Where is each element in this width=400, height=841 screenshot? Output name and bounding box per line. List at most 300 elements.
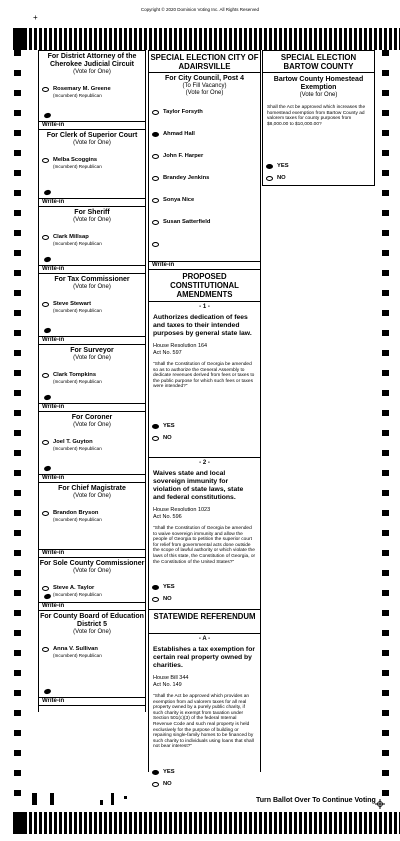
candidate-info [53,585,102,597]
write-in-label: Write-in [39,474,145,482]
timing-mark [79,812,82,834]
timing-mark [349,812,352,834]
timing-mark [94,812,97,834]
timing-mark [394,812,397,834]
timing-mark [79,28,82,50]
side-mark [14,570,21,576]
timing-mark [84,812,87,834]
act-number: Act No. 149 [153,682,182,688]
side-mark [14,410,21,416]
vote-oval[interactable] [42,158,49,163]
question-text: "Shall the Constitution of Georgia be amended to waive sovereign immunity and allow the people of Georgia to petition the superior court for relief from governmental acts done outside the scope of lawful authority or which violate the laws of this state, the Constitution of Georgia, or the Constitution of the United States?" [153,526,256,565]
timing-mark [364,812,367,834]
write-in-oval[interactable] [43,394,51,401]
timing-mark [199,28,202,50]
timing-mark [389,812,392,834]
question-text: Shall the Act be approved which increases the homestead exemption from Bartow County ad valorem taxes for county purposes from $8,000.00 to $10,000.00? [267,105,366,127]
side-mark [14,690,21,696]
candidate-option[interactable] [39,157,145,169]
timing-mark [119,28,122,50]
vote-oval[interactable] [152,436,159,441]
race [39,207,145,274]
side-mark [14,710,21,716]
county-election-header: SPECIAL ELECTION BARTOW COUNTY [263,51,374,73]
race [39,483,145,558]
candidate-option[interactable] [39,585,145,597]
timing-mark [74,812,77,834]
timing-mark [44,812,47,834]
timing-mark [219,28,222,50]
timing-mark [189,812,192,834]
race-title: For County Board of Education District 5 [40,613,144,628]
write-in-label: Write-in [39,549,145,557]
timing-mark [124,28,127,50]
candidate-option[interactable] [39,439,145,451]
timing-mark [259,28,262,50]
question-title: Bartow County Homestead Exemption [273,76,364,91]
timing-mark [349,28,352,50]
timing-mark [269,812,272,834]
candidate-option[interactable] [149,233,260,255]
timing-mark [374,28,377,50]
write-in-label: Write-in [39,403,145,411]
timing-mark [54,28,57,50]
timing-mark [384,28,387,50]
side-mark [14,210,21,216]
timing-mark [234,28,237,50]
timing-mark [139,812,142,834]
candidate-info [53,372,102,384]
vote-oval[interactable] [152,597,159,602]
race [39,412,145,483]
vote-oval[interactable] [152,154,159,159]
timing-mark [59,28,62,50]
vote-oval[interactable] [152,198,159,203]
side-mark [14,490,21,496]
side-mark [382,270,389,276]
vote-oval[interactable] [42,511,49,516]
timing-mark [159,28,162,50]
referendum-header: STATEWIDE REFERENDUM [149,610,260,634]
timing-mark [284,812,287,834]
vote-for-one: (Vote for One) [73,140,111,146]
timing-mark [329,28,332,50]
timing-mark [99,812,102,834]
write-in-label: Write-in [39,121,145,129]
candidate-option[interactable] [149,211,260,233]
timing-mark [254,28,257,50]
candidate-name: Sonya Nice [163,196,195,203]
side-mark [14,310,21,316]
candidate-option[interactable] [39,510,145,522]
timing-mark [309,812,312,834]
candidate-party: (Incumbent) Republican [53,163,102,169]
write-in-label: Write-in [39,336,145,344]
timing-mark [44,28,47,50]
side-mark [382,310,389,316]
side-mark [382,730,389,736]
side-mark [382,490,389,496]
candidate-option[interactable] [149,189,260,211]
vote-oval[interactable] [152,242,159,247]
vote-oval[interactable] [152,176,159,181]
timing-mark [334,812,337,834]
vote-oval[interactable] [266,164,273,169]
timing-mark [299,812,302,834]
side-mark [382,70,389,76]
timing-mark [294,812,297,834]
race-title: For Coroner [71,414,113,421]
timing-mark [344,812,347,834]
candidate-info [53,157,102,169]
timing-mark [229,812,232,834]
option-yes[interactable] [263,163,289,170]
timing-mark [154,812,157,834]
candidate-party: (Incumbent) Republican [53,652,102,658]
timing-mark [13,812,27,834]
write-in-oval[interactable] [43,189,51,196]
resolution-number: House Resolution 164 [153,343,208,349]
candidate-name: Taylor Forsyth [163,108,203,115]
side-mark [14,370,21,376]
race-title: For District Attorney of the Cherokee Judicial Circuit [47,53,137,68]
timing-mark [344,28,347,50]
timing-mark [129,28,132,50]
candidate-option[interactable] [39,372,145,384]
side-mark [382,390,389,396]
timing-mark [264,28,267,50]
side-mark [382,550,389,556]
timing-mark [89,28,92,50]
timing-mark [54,812,57,834]
candidate-party: (Incumbent) Republican [53,307,102,313]
candidate-option[interactable] [39,234,145,246]
candidate-option[interactable] [39,86,145,98]
side-mark [382,750,389,756]
bill-number: House Bill 344 [153,675,189,681]
side-mark [382,610,389,616]
vote-oval[interactable] [42,586,49,591]
candidate-name: Susan Satterfield [163,218,211,225]
side-mark [14,90,21,96]
timing-mark [174,812,177,834]
timing-mark [339,812,342,834]
timing-mark [174,28,177,50]
timing-mark [204,28,207,50]
timing-mark [129,812,132,834]
side-mark [382,50,389,56]
option-yes[interactable] [149,423,175,430]
timing-mark [379,812,382,834]
registration-mark: + [33,13,38,22]
side-mark [382,630,389,636]
column-county-special-election [262,50,375,186]
timing-marks-bottom [13,812,383,834]
timing-mark [104,812,107,834]
race-title: For Sole County Commissioner [39,560,145,567]
side-mark [14,670,21,676]
candidate-info [53,301,102,313]
timing-mark [244,812,247,834]
timing-mark [239,812,242,834]
resolution-number: House Resolution 1023 [153,507,211,513]
timing-mark [64,812,67,834]
candidate-name: Rosemary M. Greene [53,86,111,92]
timing-mark [69,28,72,50]
timing-mark [309,28,312,50]
question-text: "Shall the Act be approved which provides an exemption from ad valorem taxes for all real property owned by a purely public charity, if such charity is exempt from taxation under Section 501(c)(3) of the federal Internal Revenue Code and such real property is held exclusively for the purpose of building or repairing single-family homes to be financed by such charity to individuals using loans that shall not bear interest?" [153,694,254,750]
timing-mark [94,28,97,50]
side-mark [14,430,21,436]
side-mark [382,210,389,216]
timing-mark [34,28,37,50]
vote-oval[interactable] [42,440,49,445]
side-mark [382,170,389,176]
candidate-name: Steve Stewart [53,301,92,307]
timing-mark [239,28,242,50]
side-mark [382,590,389,596]
crosshair-icon [375,799,385,809]
candidate-info [53,86,111,98]
vote-oval[interactable] [42,302,49,307]
timing-mark [39,812,42,834]
timing-mark [144,28,147,50]
race-title: For City Council, Post 4 [165,75,244,82]
column-county-races [38,50,146,712]
side-marks-right [382,50,389,810]
vote-oval[interactable] [152,132,159,137]
timing-mark [29,812,32,834]
side-mark [382,570,389,576]
timing-mark [179,812,182,834]
candidate-info [53,510,102,522]
option-no[interactable] [149,781,172,788]
vote-oval[interactable] [42,87,49,92]
side-mark [382,150,389,156]
candidate-name: Melba Scoggins [53,157,98,163]
side-mark [14,450,21,456]
side-mark [382,330,389,336]
timing-mark [169,812,172,834]
candidate-option[interactable] [39,301,145,313]
vote-for-one: (Vote for One) [73,493,111,499]
question-reference [149,340,260,360]
race [39,274,145,345]
side-mark [14,790,21,796]
vote-oval[interactable] [42,235,49,240]
candidate-info [53,439,102,451]
option-label: YES [163,423,175,429]
side-mark [14,250,21,256]
option-label: YES [163,769,175,775]
timing-mark [194,812,197,834]
race [39,611,145,706]
timing-mark [274,812,277,834]
candidate-list [149,101,260,255]
race-title: For Clerk of Superior Court [46,132,138,139]
side-mark [14,630,21,636]
write-in-label: Write-in [39,265,145,273]
side-mark [382,790,389,796]
timing-mark [254,812,257,834]
write-in-oval[interactable] [43,688,51,695]
side-mark [382,710,389,716]
timing-mark [274,28,277,50]
candidate-option[interactable] [149,101,260,123]
write-in-oval[interactable] [43,327,51,334]
side-mark [382,190,389,196]
timing-mark [184,28,187,50]
vote-oval[interactable] [152,585,159,590]
timing-mark [279,812,282,834]
option-no[interactable] [149,435,172,442]
candidate-party: (Incumbent) Republican [53,240,102,246]
question-number: - A - [198,636,211,642]
side-mark [14,510,21,516]
timing-mark [229,28,232,50]
timing-mark [284,28,287,50]
timing-mark [269,28,272,50]
timing-mark [99,28,102,50]
side-mark [14,530,21,536]
timing-mark [184,812,187,834]
timing-mark [384,812,387,834]
side-mark [14,50,21,56]
timing-mark [354,812,357,834]
side-mark [382,110,389,116]
timing-mark [219,812,222,834]
candidate-party: (Incumbent) Republican [53,378,102,384]
question-1 [149,302,260,458]
candidate-option[interactable] [149,145,260,167]
act-number: Act No. 597 [153,350,182,356]
amendments-header: PROPOSED CONSTITUTIONAL AMENDMENTS [149,270,260,302]
side-mark [382,290,389,296]
write-in-oval[interactable] [43,112,51,119]
timing-mark [169,28,172,50]
side-mark [14,610,21,616]
candidate-option[interactable] [39,646,145,658]
side-mark [14,730,21,736]
side-mark [382,530,389,536]
timing-mark [34,812,37,834]
race-title: For Tax Commissioner [54,276,130,283]
timing-mark [324,812,327,834]
write-in-oval[interactable] [43,593,51,600]
timing-mark [49,28,52,50]
candidate-name: Anna V. Sullivan [53,646,98,652]
question-text: "Shall the Constitution of Georgia be amended so as to authorize the General Assembly to dedicate revenues derived from fees or taxes to the public purpose for which such fees or taxes were intended?" [153,362,255,390]
option-label: YES [163,584,175,590]
write-in-oval[interactable] [43,465,51,472]
timing-mark [374,812,377,834]
side-mark [382,470,389,476]
option-label: NO [163,596,172,602]
vote-for-one: (Vote for One) [73,422,111,428]
turn-ballot-over-notice: Turn Ballot Over To Continue Voting [256,797,376,804]
timing-mark [379,28,382,50]
timing-mark [304,812,307,834]
copyright-notice: Copyright © 2020 Dominion Voting Inc. All Rights Reserved [140,7,260,12]
side-mark [14,390,21,396]
question-reference [149,672,260,692]
question-reference [149,504,260,524]
timing-mark [74,28,77,50]
vote-oval[interactable] [152,110,159,115]
timing-mark [164,812,167,834]
side-mark [14,550,21,556]
timing-mark [104,28,107,50]
timing-mark [299,28,302,50]
side-mark [382,90,389,96]
candidate-name: Steve A. Taylor [53,585,95,591]
vote-for-one: (Vote for One) [73,568,111,574]
candidate-name: Clark Tompkins [53,372,97,378]
timing-mark [214,812,217,834]
side-mark [382,350,389,356]
side-mark [14,190,21,196]
timing-mark [324,28,327,50]
question-number: - 2 - [199,460,210,466]
vote-oval[interactable] [152,424,159,429]
question-title: Authorizes dedication of fees and taxes to their intended purposes by general state law. [153,314,252,337]
timing-mark [179,28,182,50]
race [39,345,145,412]
column-special-election [148,50,261,787]
vote-oval[interactable] [152,782,159,787]
timing-mark [314,812,317,834]
vote-oval[interactable] [42,373,49,378]
option-no[interactable] [263,175,286,182]
candidate-name: Brandey Jenkins [163,174,210,181]
candidate-option[interactable] [149,123,260,145]
side-mark [382,250,389,256]
vote-oval[interactable] [152,220,159,225]
side-mark [382,410,389,416]
timing-mark [334,28,337,50]
option-yes[interactable] [149,769,175,776]
side-mark [14,70,21,76]
side-mark [14,330,21,336]
timing-mark [264,812,267,834]
side-mark [14,150,21,156]
write-in-oval[interactable] [43,256,51,263]
timing-mark [369,28,372,50]
side-mark [14,590,21,596]
option-label: NO [163,435,172,441]
timing-mark [109,28,112,50]
race-title: For Surveyor [70,347,114,354]
race [39,130,145,207]
vote-oval[interactable] [152,770,159,775]
side-mark [382,230,389,236]
timing-mark [89,812,92,834]
candidate-name: Ahmad Hall [163,130,195,137]
option-no[interactable] [149,596,172,603]
vote-oval[interactable] [266,176,273,181]
vote-for-one: (Vote for One) [73,629,111,635]
option-yes[interactable] [149,584,175,591]
side-mark [382,510,389,516]
side-mark [14,750,21,756]
candidate-option[interactable] [149,167,260,189]
timing-mark [134,812,137,834]
timing-mark [279,28,282,50]
write-in-label: Write-in [39,602,145,610]
vote-oval[interactable] [42,647,49,652]
question-a [149,634,260,788]
race-title: For Chief Magistrate [58,485,126,492]
